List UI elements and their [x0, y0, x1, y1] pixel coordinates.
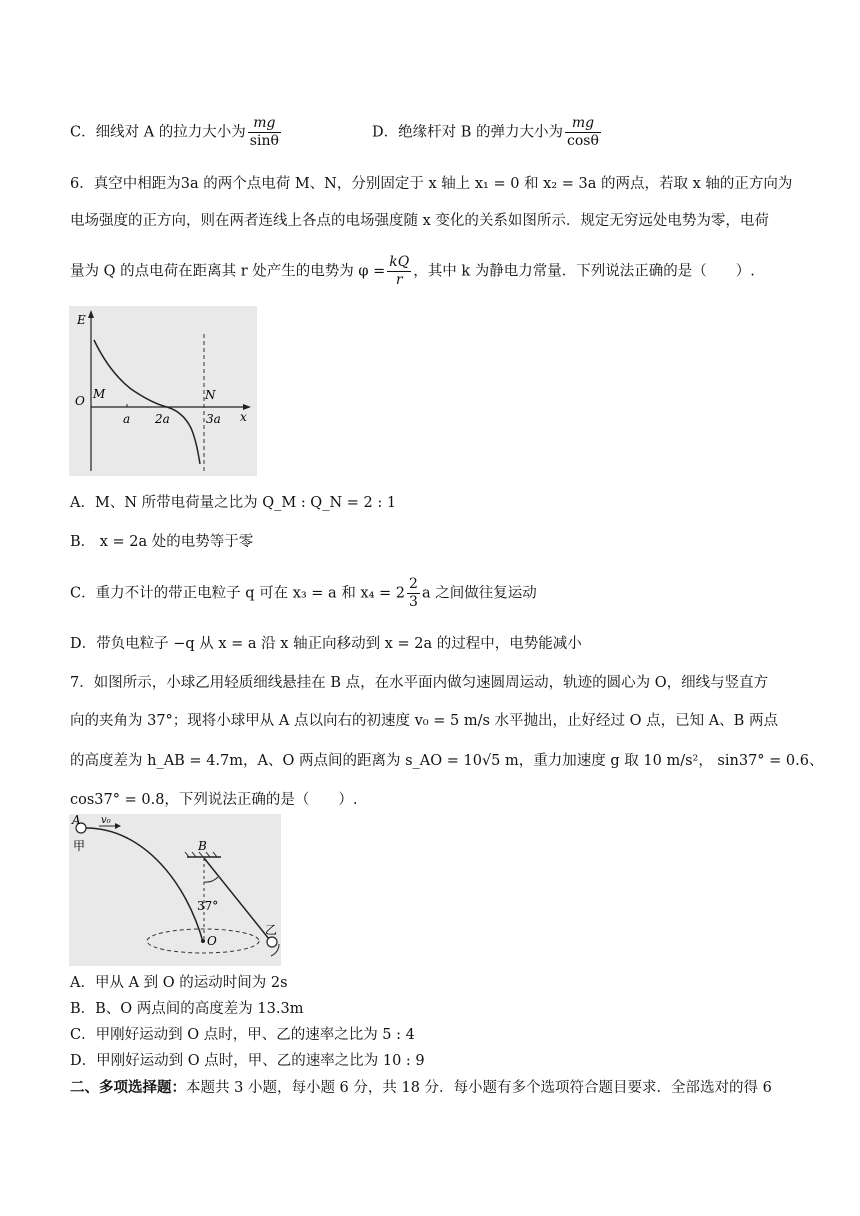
fraction-numerator: kQ [389, 254, 410, 270]
label-angle: 37° [197, 899, 219, 913]
fraction-numerator: mg [565, 115, 601, 133]
section-2-text: 本题共 3 小题，每小题 6 分，共 18 分．每小题有多个选项符合题目要求．全部选对的得 6 [186, 1080, 772, 1096]
label-e: E [77, 313, 86, 327]
label-n: N [205, 388, 216, 402]
velocity-arrowhead [115, 823, 121, 829]
q5-option-d-fraction [565, 115, 601, 150]
q6-stem-line-3-prefix: 量为 Q 的点电荷在距离其 r 处产生的电势为 φ = [70, 263, 386, 280]
q7-stem-line-1: 7．如图所示，小球乙用轻质细线悬挂在 B 点，在水平面内做匀速圆周运动，轨迹的圆心为 O，细线与竖直方 [70, 675, 769, 691]
q6-option-a: A．M、N 所带电荷量之比为 Q_M : Q_N = 2 : 1 [70, 495, 397, 511]
q7-stem-line-4: cos37° = 0.8，下列说法正确的是（ ）. [70, 792, 358, 808]
q6-option-c [70, 576, 537, 611]
label-a: A [72, 814, 81, 827]
q7-stem-line-2: 向的夹角为 37°；现将小球甲从 A 点以向右的初速度 v₀ = 5 m/s 水平抛出，止好经过 O 点，已知 A、B 两点 [70, 713, 778, 729]
q5-option-c [70, 115, 283, 150]
section-2-intro [70, 1077, 772, 1099]
fraction-denominator: r [395, 272, 403, 288]
ball-yi [267, 937, 277, 947]
label-b: B [198, 839, 207, 853]
label-o: O [75, 394, 85, 408]
q6-field-graph [69, 306, 257, 476]
tick-label-3a: 3a [206, 412, 221, 426]
q7-option-d: D．甲刚好运动到 O 点时，甲、乙的速率之比为 10 : 9 [70, 1053, 425, 1069]
label-v0: v₀ [101, 815, 111, 826]
q7-motion-figure [69, 814, 281, 966]
fraction-numerator: mg [248, 115, 281, 133]
q6-option-c-prefix: C．重力不计的带正电粒子 q 可在 x₃ = a 和 x₄ = 2 [70, 585, 406, 602]
label-x: x [240, 410, 247, 424]
label-yi: 乙 [265, 923, 278, 937]
mixed-fraction [407, 576, 420, 611]
fraction-denominator: 3 [409, 594, 418, 610]
q6-stem-line-1: 6．真空中相距为3a 的两个点电荷 M、N，分别固定于 x 轴上 x₁ = 0 和 x₂ = 3a 的两点，若取 x 轴的正方向为 [70, 176, 793, 192]
e-axis-arrow [88, 310, 94, 318]
q7-stem-line-3: 的高度差为 h_AB = 4.7m，A、O 两点间的距离为 s_AO = 10√5 m，重力加速度 g 取 10 m/s²， sin37° = 0.6、 [70, 753, 824, 769]
potential-fraction [387, 254, 411, 289]
q6-stem-line-3 [70, 254, 755, 289]
q6-option-b: B． x = 2a 处的电势等于零 [70, 534, 254, 550]
tick-label-a: a [123, 412, 131, 426]
q5-option-d-text: D．绝缘杆对 B 的弹力大小为 [372, 124, 563, 141]
tick-label-2a: 2a [155, 412, 170, 426]
q6-option-d: D．带负电粒子 −q 从 x = a 沿 x 轴正向移动到 x = 2a 的过程中，电势能减小 [70, 636, 582, 652]
fraction-denominator: sinθ [249, 133, 279, 149]
fraction-numerator: 2 [409, 576, 418, 592]
field-curve [94, 340, 200, 464]
label-jia: 甲 [73, 839, 86, 853]
q6-stem-line-2: 电场强度的正方向，则在两者连线上各点的电场强度随 x 变化的关系如图所示．规定无穷远处电势为零，电荷 [70, 213, 769, 229]
q6-stem-line-3-suffix: ，其中 k 为静电力常量．下列说法正确的是（ ）. [413, 263, 755, 280]
q5-option-d [372, 115, 603, 150]
q5-option-c-fraction [248, 115, 281, 150]
q7-option-a: A．甲从 A 到 O 的运动时间为 2s [70, 975, 288, 991]
label-o: O [207, 934, 217, 948]
q7-figure-svg [69, 814, 281, 966]
projectile-path [86, 828, 203, 942]
q6-option-c-suffix: a 之间做往复运动 [421, 585, 537, 602]
section-2-heading: 二、多项选择题： [70, 1079, 186, 1096]
q6-graph-svg [69, 306, 257, 476]
center-o [201, 939, 205, 943]
q7-option-b: B．B、O 两点间的高度差为 13.3m [70, 1001, 304, 1017]
label-m: M [93, 387, 106, 401]
q7-option-c: C．甲刚好运动到 O 点时，甲、乙的速率之比为 5 : 4 [70, 1027, 415, 1043]
q5-option-c-text: C．细线对 A 的拉力大小为 [70, 124, 246, 141]
angle-arc [204, 877, 218, 882]
fraction-denominator: cosθ [567, 133, 599, 149]
